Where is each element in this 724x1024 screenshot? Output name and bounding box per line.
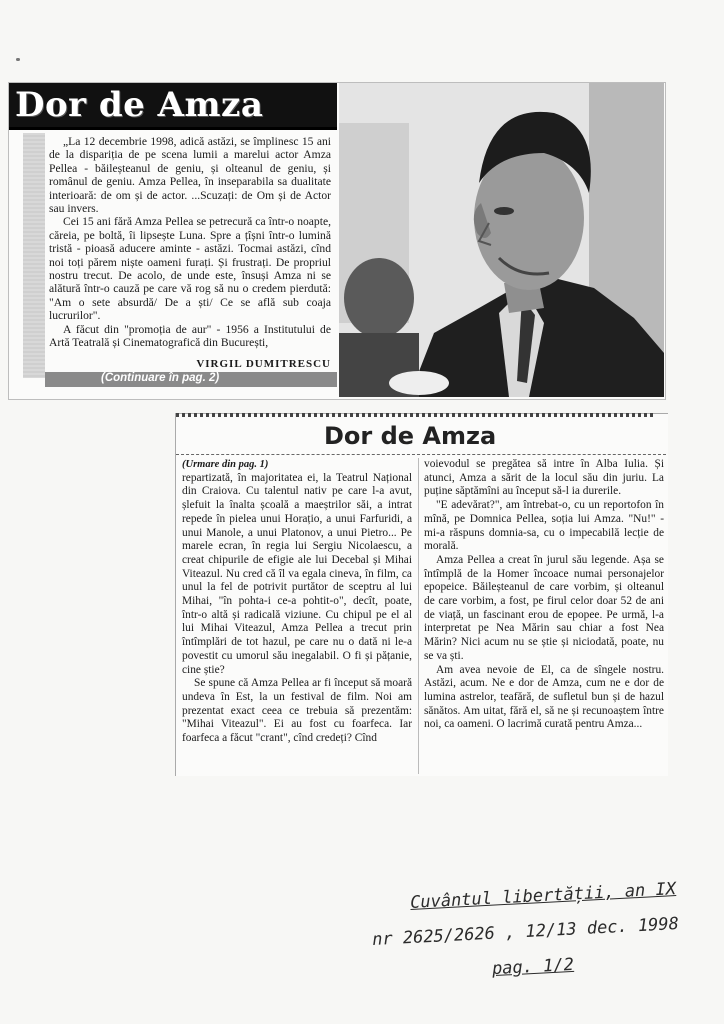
column-right <box>424 458 664 732</box>
author-signature: VIRGIL DUMITRESCU <box>196 358 331 370</box>
intro-paragraph: Cei 15 ani fără Amza Pellea se petrecură ca într-o noapte, căreia, pe boltă, îi lipsește Luna. Spre a țîșni într-o lumină tristă - pioasă aducere aminte - astăzi. Tocmai astăzi, cînd noi toți părem niște oameni furați. Și frustrați. De propriul nostru trecut. De acolo, de unde este, însuși Amza ni se alătură într-o cauză pe care vă rog să nu o credem pierdută: "Am o sete absurdă/ De a ști/ Ce se află sub coaja lucrurilor". <box>49 215 331 323</box>
portrait-illustration <box>339 83 664 397</box>
handwritten-pages: pag. 1/2 <box>491 954 575 980</box>
article-paragraph: "E adevărat?", am întrebat-o, cu un reportofon în mînă, pe Domnica Pellea, soția lui Amza. "Nu!" - mi-a răspuns domnia-sa, cu o impecabilă lecție de morală. <box>424 499 664 553</box>
dashed-border <box>176 413 656 417</box>
scan-speck <box>16 58 20 61</box>
continuation-headline: Dor de Amza <box>324 422 497 450</box>
intro-paragraph: A făcut din "promoția de aur" - 1956 a Institutului de Artă Teatrală și Cinematografică din București, <box>49 322 331 350</box>
column-divider <box>418 458 419 774</box>
continued-from-label: (Urmare din pag. 1) <box>182 459 269 470</box>
masthead-title: Dor de Amza <box>15 85 264 125</box>
front-page-clipping <box>8 82 666 400</box>
continuation-label: (Continuare în pag. 2) <box>101 372 220 384</box>
article-paragraph: Amza Pellea a creat în jurul său legende. Așa se întîmplă de la Homer încoace numai personajelor epopeice. Băileșteanul de care vorbim, și olteanul de care vorbim, a fost, pe firul celor doar 52 de ani de viață, un fascinant erou de epopee. Pe urmă, l-a interpretat pe Nea Mărin sau chiar a fost Nea Mărin? Nici acum nu se știe și niciodată, poate, nu se va ști. <box>424 553 664 662</box>
portrait-photo <box>339 83 664 397</box>
continuation-bar <box>45 372 337 387</box>
handwritten-issue: nr 2625/2626 , 12/13 dec. 1998 <box>371 913 680 951</box>
paragraph-text: repartizată, în majoritatea ei, la Teatrul Național din Craiova. Cu talentul nativ pe care l-a avut, șlefuit la înalta școală a maeștrilor săi, a intrat repede în pielea unui Horațio, a unui Farfuridi, a unui Manole, a unui Platonov, a unui Pietro... Pe marele ecran, în regia lui Sergiu Nicolaescu, a creat chipurile de efigie ale lui Decebal și Mihai Viteazul. Nu cred că îl va egala cineva, în film, ca unul la fel de potrivit purtător de sceptru al lui Mihai, "în pohta-i ce-a pohtit-o", decît, poate, într-o altă și radicală viziune. Cu chipul pe el al lui Mihai Viteazul, Amza Pellea a trecut prin întîmplări de tot hazul, pe care nu o dată ni le-a povestit cu umorul său inegalabil. O fi și pățanie, cine știe? <box>182 471 412 676</box>
article-paragraph <box>182 458 412 677</box>
column-left <box>182 458 412 746</box>
handwritten-source: Cuvântul libertății, an IX <box>409 879 677 913</box>
shaded-margin <box>23 133 45 378</box>
continuation-clipping <box>175 413 668 776</box>
article-paragraph: voievodul se pregătea să intre în Alba Iulia. Și atunci, Amza a sărit de la locul său din juriu. La puține săptămîni au început să-l ia durerile. <box>424 458 664 498</box>
article-intro <box>49 135 331 350</box>
masthead-bar <box>9 83 337 130</box>
article-paragraph: Se spune că Amza Pellea ar fi început să moară undeva în Est, la un festival de film. Noi am prezentat exact ceea ce trebuia să prezentăm: "Mihai Viteazul". Ei au fost cu foarfeca. Iar foarfeca a făcut "crant", cînd credeți? Cînd <box>182 677 412 745</box>
intro-paragraph: „La 12 decembrie 1998, adică astăzi, se împlinesc 15 ani de la dispariția de pe scena lumii a marelui actor Amza Pellea - băileșteanul de geniu, și olteanul de geniu, și românul de geniu. Amza Pellea, în inseparabila sa dualitate interioară: de om și de actor. ...Scuzați: de Om și de Actor sau invers. <box>49 135 331 216</box>
headline-rule <box>176 454 666 455</box>
article-paragraph: Am avea nevoie de El, ca de sîngele nostru. Astăzi, acum. Ne e dor de Amza, cum ne e dor de lumina astrelor, teafără, de sufletul bun și de hazul sănătos. Am uitat, fără el, să ne și recunoaștem între noi, ca oameni. O lacrimă curată pentru Amza... <box>424 663 664 731</box>
